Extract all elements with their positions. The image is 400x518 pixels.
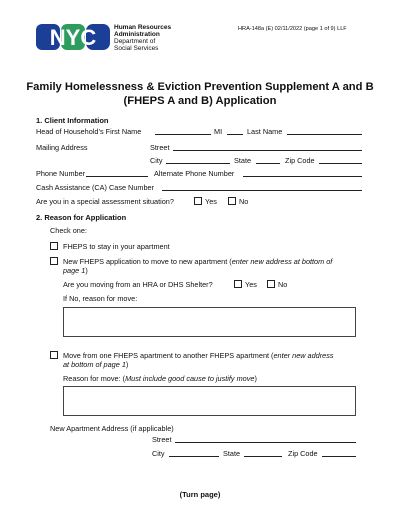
phone-label: Phone Number <box>36 169 86 178</box>
page-title-line1: Family Homelessness & Eviction Prevention Supplement A and B <box>26 81 374 93</box>
agency-line4: Social Services <box>114 45 159 52</box>
section2-heading: 2. Reason for Application <box>36 213 127 222</box>
new-address-label: New Apartment Address (if applicable) <box>50 424 174 433</box>
option1-label: FHEPS to stay in your apartment <box>63 242 170 251</box>
last-name-label: Last Name <box>247 127 283 136</box>
case-number-label: Cash Assistance (CA) Case Number <box>36 183 155 192</box>
option1-checkbox[interactable] <box>50 242 58 250</box>
nyc-logo <box>36 22 110 52</box>
option3-label-cont: at bottom of page 1) <box>63 360 129 369</box>
mi-label: MI <box>214 127 223 136</box>
shelter-no-label: No <box>278 280 288 289</box>
shelter-yes-checkbox[interactable] <box>234 280 242 288</box>
alt-phone-label: Alternate Phone Number <box>154 169 235 178</box>
street-label: Street <box>150 143 170 152</box>
special-no-label: No <box>239 197 249 206</box>
state-label: State <box>234 156 252 165</box>
special-yes-label: Yes <box>205 197 217 206</box>
first-name-label: Head of Household’s First Name <box>36 127 142 136</box>
city-label: City <box>150 156 163 165</box>
reason-for-move-textbox[interactable] <box>63 307 356 337</box>
shelter-no-checkbox[interactable] <box>267 280 275 288</box>
mailing-address-label: Mailing Address <box>36 143 88 152</box>
agency-line1: Human Resources <box>114 24 172 31</box>
state-field[interactable] <box>256 163 280 164</box>
mi-field[interactable] <box>227 134 243 135</box>
option2-checkbox[interactable] <box>50 257 58 265</box>
case-number-field[interactable] <box>162 190 362 191</box>
nyc-logo-icon <box>36 22 110 52</box>
option2-label: New FHEPS application to move to new apartment (enter new address at bottom of <box>63 257 333 266</box>
last-name-field[interactable] <box>287 134 362 135</box>
new-state-field[interactable] <box>244 456 282 457</box>
phone-field[interactable] <box>86 176 148 177</box>
turn-page-label: (Turn page) <box>179 490 221 499</box>
option2-label-cont: page 1) <box>63 266 88 275</box>
special-assessment-question: Are you in a special assessment situation? <box>36 197 174 206</box>
option3-label: Move from one FHEPS apartment to another FHEPS apartment (enter new address <box>63 351 334 360</box>
section1-heading: 1. Client Information <box>36 116 109 125</box>
new-street-field[interactable] <box>175 442 356 443</box>
option3-checkbox[interactable] <box>50 351 58 359</box>
reason-textbox[interactable] <box>63 386 356 416</box>
new-zip-label: Zip Code <box>288 449 318 458</box>
first-name-field[interactable] <box>155 134 211 135</box>
special-yes-checkbox[interactable] <box>194 197 202 205</box>
new-state-label: State <box>223 449 241 458</box>
alt-phone-field[interactable] <box>243 176 362 177</box>
street-field[interactable] <box>173 150 362 151</box>
if-no-label: If No, reason for move: <box>63 294 138 303</box>
new-city-field[interactable] <box>169 456 219 457</box>
reason-label: Reason for move: (Must include good cause to justify move) <box>63 374 257 383</box>
logo-text: NYC <box>49 25 97 50</box>
new-city-label: City <box>152 449 165 458</box>
city-field[interactable] <box>166 163 230 164</box>
new-zip-field[interactable] <box>322 456 356 457</box>
form-id: HRA-148a (E) 02/11/2022 (page 1 of 9) LLF <box>238 26 347 32</box>
zip-field[interactable] <box>319 163 362 164</box>
zip-label: Zip Code <box>285 156 315 165</box>
agency-line3: Department of <box>114 38 156 45</box>
new-street-label: Street <box>152 435 172 444</box>
agency-line2: Administration <box>114 31 160 38</box>
shelter-yes-label: Yes <box>245 280 257 289</box>
shelter-question: Are you moving from an HRA or DHS Shelter? <box>63 280 213 289</box>
check-one-label: Check one: <box>50 226 87 235</box>
special-no-checkbox[interactable] <box>228 197 236 205</box>
page-title-line2: (FHEPS A and B) Application <box>123 95 277 107</box>
